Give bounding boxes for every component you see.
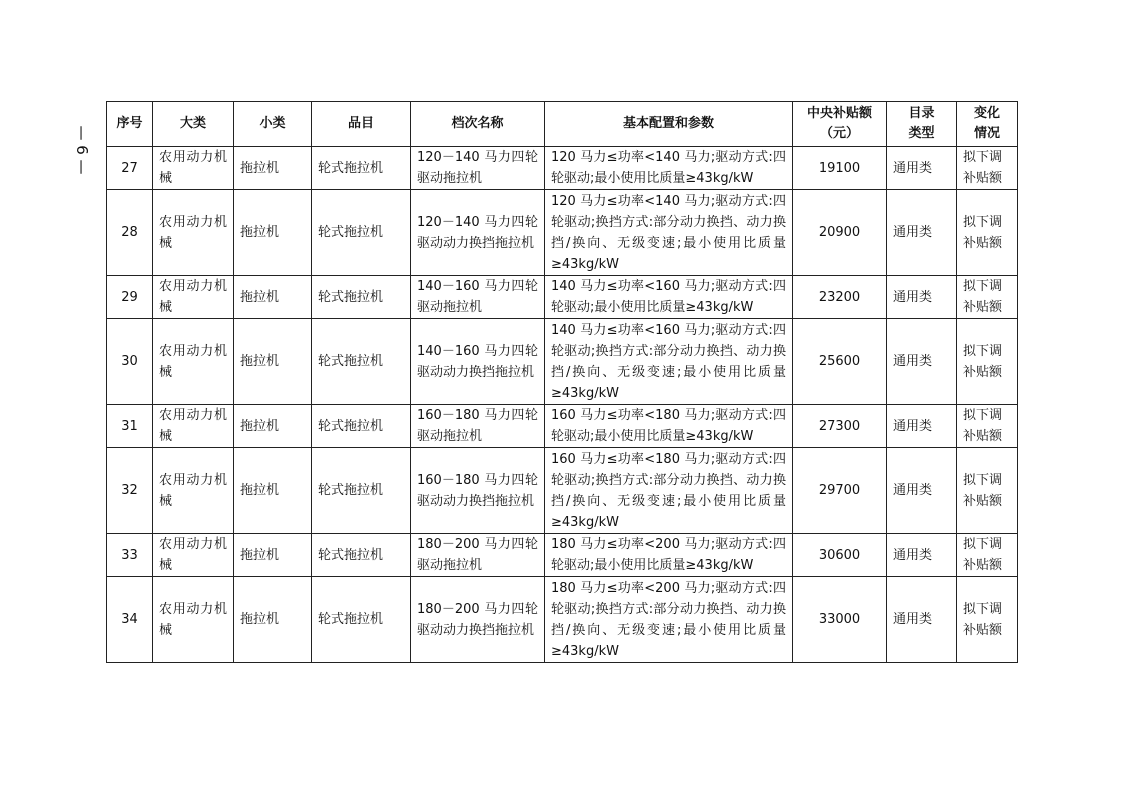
cell-subsidy: 19100 [793,147,887,190]
cell-grade-name: 120－140 马力四轮驱动动力换挡拖拉机 [411,190,545,276]
cell-subsidy: 23200 [793,276,887,319]
table-row [107,448,1018,534]
cell-item: 轮式拖拉机 [312,448,411,534]
cell-grade-name: 160－180 马力四轮驱动动力换挡拖拉机 [411,448,545,534]
table-body [107,147,1018,663]
table-row [107,405,1018,448]
cell-subsidy: 25600 [793,319,887,405]
cell-catalog-type: 通用类 [887,405,957,448]
cell-subcategory: 拖拉机 [234,147,312,190]
table-row [107,276,1018,319]
cell-change: 拟下调补贴额 [957,276,1018,319]
table-row [107,319,1018,405]
header-change: 变化 情况 [957,102,1018,147]
cell-item: 轮式拖拉机 [312,577,411,663]
cell-grade-name: 140－160 马力四轮驱动动力换挡拖拉机 [411,319,545,405]
cell-config: 120 马力≤功率<140 马力;驱动方式:四轮驱动;换挡方式:部分动力换挡、动力换挡/换向、无级变速;最小使用比质量≥43kg/kW [545,190,793,276]
table-row [107,577,1018,663]
cell-subcategory: 拖拉机 [234,448,312,534]
cell-grade-name: 180－200 马力四轮驱动动力换挡拖拉机 [411,577,545,663]
cell-subcategory: 拖拉机 [234,319,312,405]
header-subcategory: 小类 [234,102,312,147]
cell-change: 拟下调补贴额 [957,147,1018,190]
header-config: 基本配置和参数 [545,102,793,147]
cell-index: 27 [107,147,153,190]
cell-subcategory: 拖拉机 [234,276,312,319]
cell-catalog-type: 通用类 [887,276,957,319]
cell-category: 农用动力机械 [153,319,234,405]
cell-subsidy: 27300 [793,405,887,448]
page-number: — 6 — [73,125,91,175]
cell-change: 拟下调补贴额 [957,319,1018,405]
cell-index: 31 [107,405,153,448]
cell-subcategory: 拖拉机 [234,577,312,663]
cell-subcategory: 拖拉机 [234,405,312,448]
cell-index: 30 [107,319,153,405]
cell-item: 轮式拖拉机 [312,319,411,405]
cell-config: 180 马力≤功率<200 马力;驱动方式:四轮驱动;换挡方式:部分动力换挡、动力换挡/换向、无级变速;最小使用比质量≥43kg/kW [545,577,793,663]
cell-index: 32 [107,448,153,534]
cell-change: 拟下调补贴额 [957,577,1018,663]
cell-grade-name: 180－200 马力四轮驱动拖拉机 [411,534,545,577]
cell-category: 农用动力机械 [153,405,234,448]
table-header [107,102,1018,147]
cell-catalog-type: 通用类 [887,319,957,405]
cell-catalog-type: 通用类 [887,534,957,577]
subsidy-table [106,101,1018,663]
header-item: 品目 [312,102,411,147]
cell-category: 农用动力机械 [153,276,234,319]
cell-category: 农用动力机械 [153,534,234,577]
cell-subcategory: 拖拉机 [234,190,312,276]
cell-item: 轮式拖拉机 [312,147,411,190]
cell-change: 拟下调补贴额 [957,534,1018,577]
cell-change: 拟下调补贴额 [957,448,1018,534]
cell-subcategory: 拖拉机 [234,534,312,577]
header-grade-name: 档次名称 [411,102,545,147]
table-row [107,190,1018,276]
header-subsidy: 中央补贴额 （元） [793,102,887,147]
cell-index: 28 [107,190,153,276]
header-catalog-type: 目录 类型 [887,102,957,147]
cell-item: 轮式拖拉机 [312,534,411,577]
cell-change: 拟下调补贴额 [957,405,1018,448]
header-index: 序号 [107,102,153,147]
cell-catalog-type: 通用类 [887,190,957,276]
cell-grade-name: 120－140 马力四轮驱动拖拉机 [411,147,545,190]
cell-index: 33 [107,534,153,577]
cell-catalog-type: 通用类 [887,147,957,190]
cell-category: 农用动力机械 [153,577,234,663]
cell-grade-name: 140－160 马力四轮驱动拖拉机 [411,276,545,319]
cell-subsidy: 20900 [793,190,887,276]
table-row [107,534,1018,577]
header-row [107,102,1018,147]
cell-category: 农用动力机械 [153,190,234,276]
cell-subsidy: 29700 [793,448,887,534]
cell-config: 160 马力≤功率<180 马力;驱动方式:四轮驱动;换挡方式:部分动力换挡、动力换挡/换向、无级变速;最小使用比质量≥43kg/kW [545,448,793,534]
cell-config: 140 马力≤功率<160 马力;驱动方式:四轮驱动;最小使用比质量≥43kg/kW [545,276,793,319]
cell-config: 140 马力≤功率<160 马力;驱动方式:四轮驱动;换挡方式:部分动力换挡、动力换挡/换向、无级变速;最小使用比质量≥43kg/kW [545,319,793,405]
cell-catalog-type: 通用类 [887,448,957,534]
cell-item: 轮式拖拉机 [312,405,411,448]
cell-catalog-type: 通用类 [887,577,957,663]
cell-config: 180 马力≤功率<200 马力;驱动方式:四轮驱动;最小使用比质量≥43kg/kW [545,534,793,577]
cell-grade-name: 160－180 马力四轮驱动拖拉机 [411,405,545,448]
cell-subsidy: 33000 [793,577,887,663]
table-row [107,147,1018,190]
cell-index: 34 [107,577,153,663]
cell-category: 农用动力机械 [153,448,234,534]
cell-config: 160 马力≤功率<180 马力;驱动方式:四轮驱动;最小使用比质量≥43kg/kW [545,405,793,448]
cell-config: 120 马力≤功率<140 马力;驱动方式:四轮驱动;最小使用比质量≥43kg/kW [545,147,793,190]
cell-change: 拟下调补贴额 [957,190,1018,276]
cell-subsidy: 30600 [793,534,887,577]
cell-item: 轮式拖拉机 [312,276,411,319]
cell-index: 29 [107,276,153,319]
cell-category: 农用动力机械 [153,147,234,190]
cell-item: 轮式拖拉机 [312,190,411,276]
header-category: 大类 [153,102,234,147]
